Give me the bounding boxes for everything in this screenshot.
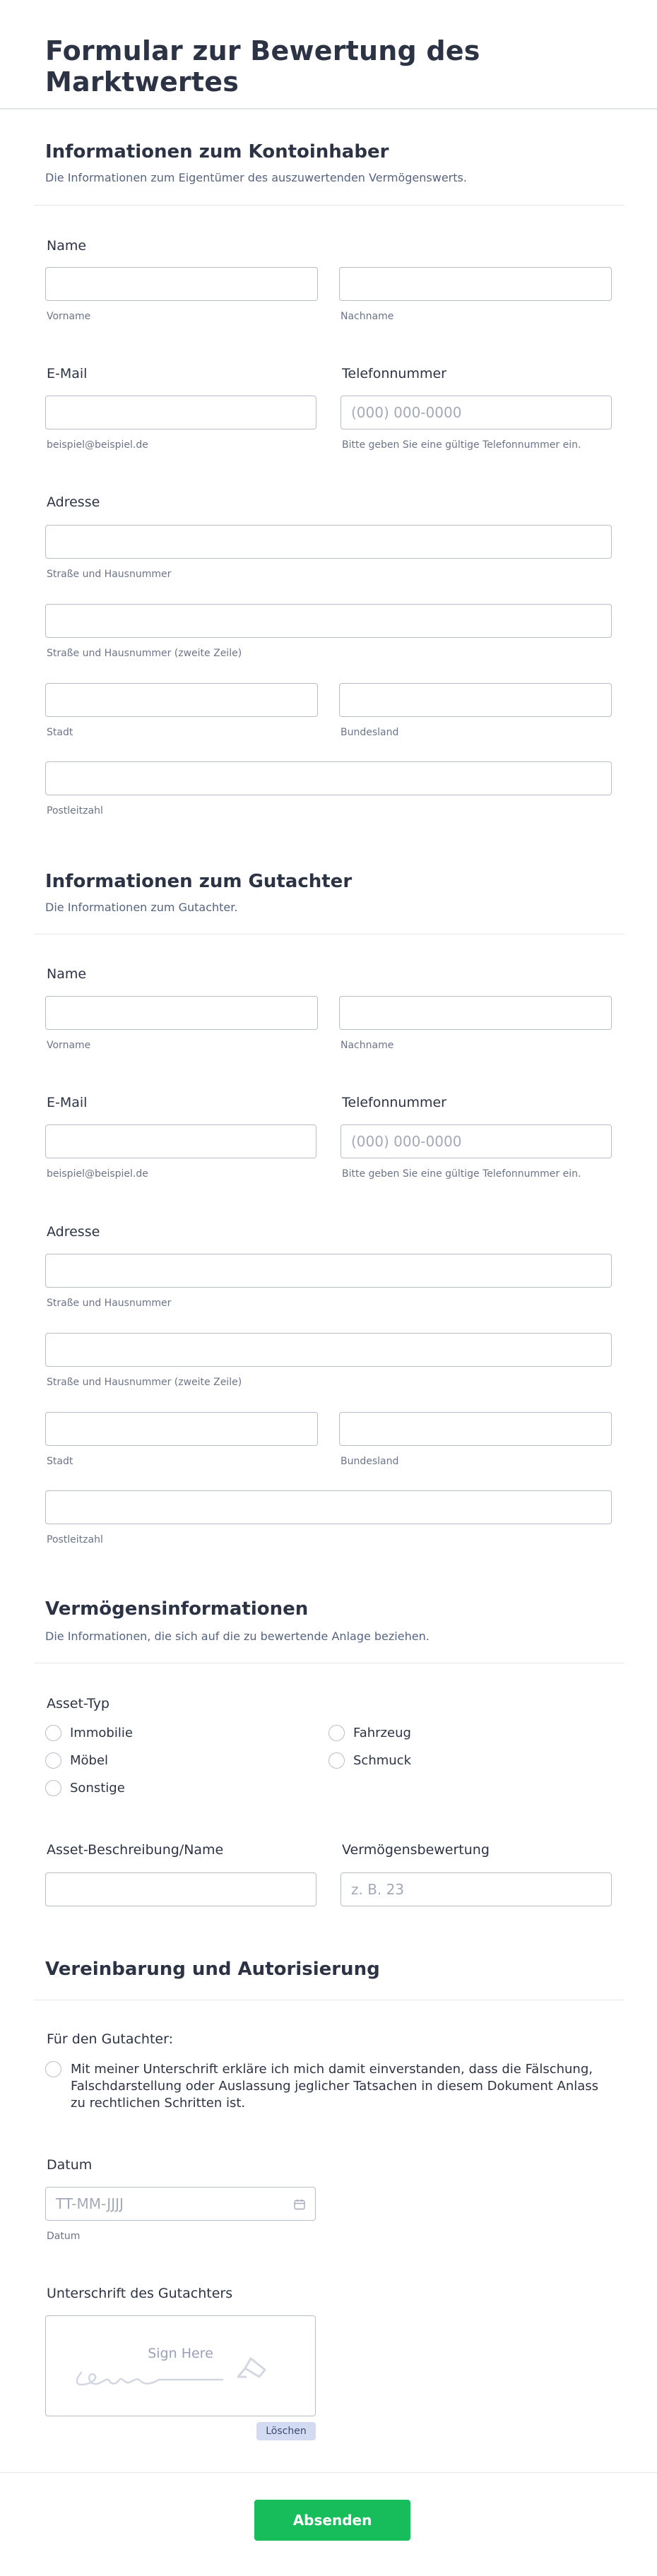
radio-button[interactable] (45, 1752, 61, 1769)
section-title-appraiser: Informationen zum Gutachter (45, 871, 353, 892)
appraiser-phone-label: Telefonnummer (342, 1095, 446, 1110)
radio-button[interactable] (45, 1780, 61, 1796)
appraiser-email-input[interactable] (45, 1124, 316, 1158)
title-divider (0, 108, 657, 109)
date-placeholder: TT-MM-JJJJ (56, 2195, 124, 2212)
section-title-account-holder: Informationen zum Kontoinhaber (45, 141, 389, 162)
last-name-input[interactable] (339, 267, 612, 301)
email-input[interactable] (45, 396, 316, 429)
date-label: Datum (47, 2157, 93, 2173)
section-subtitle-account-holder: Die Informationen zum Eigentümer des auszuwertenden Vermögenswerts. (45, 171, 467, 184)
appraiser-state-input[interactable] (339, 1412, 612, 1446)
appraiser-first-name-input[interactable] (45, 996, 318, 1030)
street2-sublabel: Straße und Hausnummer (zweite Zeile) (47, 648, 242, 659)
signature-pad[interactable] (45, 2315, 316, 2416)
appraiser-phone-sublabel: Bitte geben Sie eine gültige Telefonnummer ein. (342, 1168, 581, 1180)
state-input[interactable] (339, 683, 612, 717)
phone-label: Telefonnummer (342, 366, 446, 381)
section-title-agreement: Vereinbarung und Autorisierung (45, 1959, 380, 1980)
appraiser-email-label: E-Mail (47, 1095, 88, 1110)
section-subtitle-appraiser: Die Informationen zum Gutachter. (45, 901, 238, 914)
last-name-sublabel: Nachname (341, 311, 394, 322)
appraiser-first-name-sublabel: Vorname (47, 1040, 91, 1051)
appraiser-zip-sublabel: Postleitzahl (47, 1534, 103, 1545)
appraiser-zip-input[interactable] (45, 1490, 612, 1524)
radio-option-sonstige[interactable] (45, 1780, 125, 1796)
appraiser-last-name-sublabel: Nachname (341, 1040, 394, 1051)
email-sublabel: beispiel@beispiel.de (47, 439, 148, 451)
street-input[interactable] (45, 525, 612, 559)
calendar-icon[interactable] (293, 2197, 306, 2210)
radio-button[interactable] (45, 1725, 61, 1741)
date-sublabel: Datum (47, 2231, 81, 2242)
radio-option-label: Schmuck (353, 1753, 411, 1768)
zip-sublabel: Postleitzahl (47, 805, 103, 817)
phone-sublabel: Bitte geben Sie eine gültige Telefonnummer ein. (342, 439, 581, 451)
appraiser-last-name-input[interactable] (339, 996, 612, 1030)
appraiser-address-label: Adresse (47, 1224, 100, 1240)
submit-button[interactable]: Absenden (254, 2500, 410, 2541)
appraiser-phone-input[interactable]: (000) 000-0000 (341, 1124, 612, 1158)
consent-radio[interactable] (45, 2061, 61, 2077)
signature-label: Unterschrift des Gutachters (47, 2286, 233, 2301)
appraiser-street-input[interactable] (45, 1254, 612, 1288)
radio-option-label: Möbel (70, 1753, 109, 1768)
appraiser-name-label: Name (47, 966, 87, 982)
street2-input[interactable] (45, 604, 612, 638)
asset-type-label: Asset-Typ (47, 1696, 110, 1711)
appraiser-state-sublabel: Bundesland (341, 1456, 399, 1467)
radio-option-label: Sonstige (70, 1781, 125, 1796)
radio-option-fahrzeug[interactable] (328, 1725, 411, 1741)
appraiser-street2-sublabel: Straße und Hausnummer (zweite Zeile) (47, 1377, 242, 1388)
consent-text: Mit meiner Unterschrift erkläre ich mich damit einverstanden, dass die Fälschung, Falschdarstellung oder Auslassung jeglicher Tatsachen in diesem Dokument Anlass zu rechtlichen Schritten ist. (71, 2062, 599, 2111)
signature-scribble-icon (46, 2316, 315, 2416)
date-input[interactable] (45, 2187, 316, 2221)
clear-signature-button[interactable]: Löschen (256, 2422, 316, 2440)
form-title: Formular zur Bewertung des Marktwertes (45, 35, 480, 97)
appraiser-street-sublabel: Straße und Hausnummer (47, 1298, 172, 1309)
phone-input[interactable]: (000) 000-0000 (341, 396, 612, 429)
street-sublabel: Straße und Hausnummer (47, 569, 172, 580)
email-label: E-Mail (47, 366, 88, 381)
asset-description-input[interactable] (45, 1872, 316, 1906)
city-sublabel: Stadt (47, 727, 73, 738)
radio-option-moebel[interactable] (45, 1752, 108, 1769)
zip-input[interactable] (45, 761, 612, 795)
appraiser-city-input[interactable] (45, 1412, 318, 1446)
first-name-sublabel: Vorname (47, 311, 91, 322)
radio-button[interactable] (328, 1752, 345, 1769)
asset-valuation-label: Vermögensbewertung (342, 1842, 490, 1858)
footer-divider (0, 2472, 657, 2473)
name-label: Name (47, 238, 87, 254)
section-divider (34, 205, 625, 206)
first-name-input[interactable] (45, 267, 318, 301)
for-appraiser-label: Für den Gutachter: (47, 2031, 173, 2047)
asset-description-label: Asset-Beschreibung/Name (47, 1842, 224, 1858)
section-title-asset: Vermögensinformationen (45, 1598, 309, 1620)
asset-valuation-input[interactable]: z. B. 23 (341, 1872, 612, 1906)
radio-option-immobilie[interactable] (45, 1725, 133, 1741)
radio-button[interactable] (328, 1725, 345, 1741)
state-sublabel: Bundesland (341, 727, 399, 738)
appraiser-email-sublabel: beispiel@beispiel.de (47, 1168, 148, 1180)
radio-option-label: Fahrzeug (353, 1726, 411, 1740)
section-subtitle-asset: Die Informationen, die sich auf die zu bewertende Anlage beziehen. (45, 1630, 430, 1643)
appraiser-city-sublabel: Stadt (47, 1456, 73, 1467)
radio-option-label: Immobilie (70, 1726, 133, 1740)
city-input[interactable] (45, 683, 318, 717)
address-label: Adresse (47, 494, 100, 510)
signature-placeholder: Sign Here (148, 2346, 213, 2361)
appraiser-street2-input[interactable] (45, 1333, 612, 1367)
radio-option-schmuck[interactable] (328, 1752, 411, 1769)
